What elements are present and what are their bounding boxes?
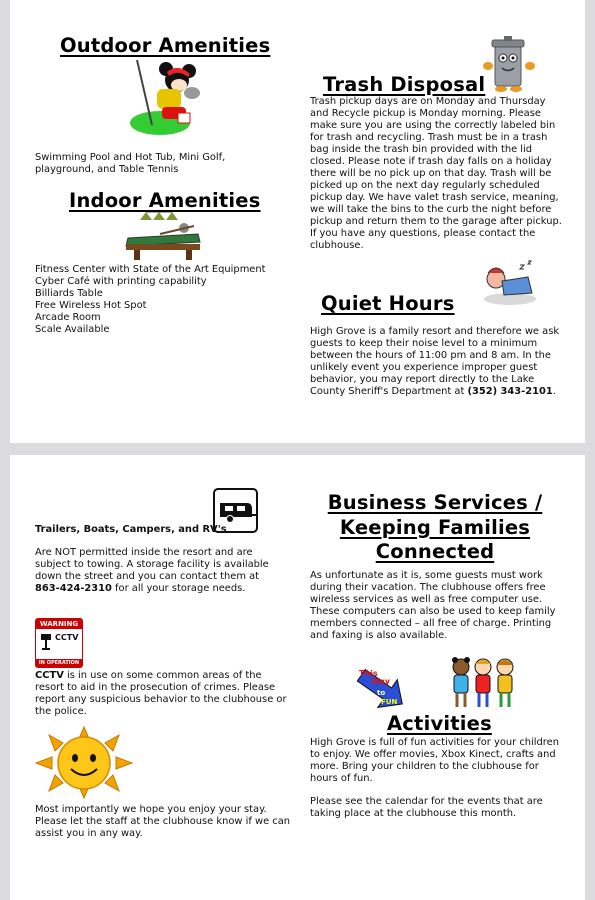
this-way-text-1: This [359,669,378,678]
calendar-line: taking place at the clubhouse this month. [310,808,517,819]
activities-line: hours of fun. [310,773,373,784]
children-group-icon [447,655,522,713]
trash-line: and Recycle pickup is Monday morning. Please [310,108,541,119]
this-way-text-2: Way [371,677,390,686]
trash-line: Trash pickup days are on Monday and Thursday [310,96,546,107]
sheriff-phone-number: (352) 343-2101 [467,386,553,397]
trailers-text [35,547,269,595]
business-line: As unfortunate as it is, some guests must work [310,570,543,581]
cctv-line: the police. [35,706,87,717]
trailers-line: subject to towing. A storage facility is available [35,559,269,570]
indoor-amenity-item: Fitness Center with State of the Art Equipment [35,264,266,275]
indoor-amenity-item: Billiards Table [35,288,103,299]
quiet-line: behavior, you may report directly to the Lake [310,374,535,385]
business-line: wireless services as well as free computer use. [310,594,543,605]
closing-line: Most importantly we hope you enjoy your stay. [35,804,267,815]
trailers-line-last [35,583,269,595]
business-line: during their vacation. The clubhouse offers free [310,582,546,593]
trailers-heading: Trailers, Boats, Campers, and RV's [35,524,227,535]
business-line: These computers can also be used to keep family [310,606,556,617]
cctv-sign-label: CCTV [55,633,79,642]
business-services-title [310,491,560,565]
business-services-text [310,570,555,642]
cctv-sign-warning: WARNING [36,619,82,629]
trash-line: make sure you are using the correctly labeled bin [310,120,556,131]
business-title-line: Connected [375,540,495,563]
business-line: members connected – all free of charge. Printing [310,618,552,629]
trailers-line: down the street and you can contact them at [35,571,260,582]
smiling-sun-icon [34,725,134,800]
outdoor-line: Swimming Pool and Hot Tub, Mini Golf, [35,152,226,163]
trash-line: pickup and return them to the garage after pickup. [310,216,562,227]
cctv-text [35,670,287,718]
golfer-clipart-icon [122,55,202,140]
cctv-camera-icon [40,632,54,656]
this-way-arrow-icon [353,662,409,716]
trailers-line: Are NOT permitted inside the resort and are [35,547,253,558]
activities-calendar-text [310,796,543,820]
trash-line: bag inside the trash bin provided with the lid [310,144,533,155]
trash-line: there will be no pick up on that day. Trash will be [310,168,552,179]
indoor-amenity-item: Free Wireless Hot Spot [35,300,147,311]
quiet-line: guests to keep their noise level to a minimum [310,338,538,349]
quiet-hours-text [310,326,559,398]
trash-line: pickup day. We have valet trash service, meaning, [310,192,559,203]
trash-line: we will take the bins to the curb the night before [310,204,552,215]
trash-line: for trash and recycling. Trash must be in a trash [310,132,548,143]
indoor-amenity-item: Scale Available [35,324,110,335]
business-title-line: Keeping Families [339,515,531,539]
brochure-page-top [10,0,585,443]
quiet-line: High Grove is a family resort and therefore we ask [310,326,560,337]
storage-phone-number: 863-424-2310 [35,583,112,594]
this-way-text-3: to [377,689,386,697]
trash-line: clubhouse. [310,240,364,251]
quiet-line-last [310,386,559,398]
outdoor-amenities-text [35,152,225,176]
business-line: and faxing is also available. [310,630,448,641]
closing-line: Please let the staff at the clubhouse know if we can [35,816,291,827]
quiet-line-suffix: . [552,386,556,397]
sleeping-man-icon [480,259,540,307]
quiet-line: unlikely event you experience improper guest [310,362,538,373]
indoor-amenity-item: Cyber Café with printing capability [35,276,207,287]
closing-line: assist you in any way. [35,828,143,839]
activities-text [310,737,559,785]
activities-title: Activities [387,712,492,735]
cctv-lead: CCTV [35,670,64,681]
indoor-amenities-title: Indoor Amenities [69,189,261,212]
trash-line: closed. Please note if trash day falls on a holiday [310,156,552,167]
trash-can-mascot-icon [483,34,535,92]
cctv-sign-status: IN OPERATION [36,659,82,667]
quiet-hours-title: Quiet Hours [321,292,455,315]
cctv-line: report any suspicious behavior to the clubhouse or [35,694,287,705]
outdoor-amenities-title: Outdoor Amenities [60,34,271,57]
closing-text [35,804,290,840]
indoor-amenity-item: Arcade Room [35,312,101,323]
quiet-line: between the hours of 11:00 pm and 8 am. In the [310,350,551,361]
trash-disposal-text [310,96,562,252]
outdoor-line: playground, and Table Tennis [35,164,179,175]
trash-disposal-title: Trash Disposal [323,73,486,96]
business-title-line: Business Services / [327,491,543,514]
indoor-amenities-list [35,264,266,336]
cctv-first-line-rest: is in use on some common areas of the [63,670,262,681]
brochure-page-bottom [10,455,585,900]
trash-line: If you have any questions, please contact the [310,228,536,239]
activities-line: more. Bring your children to the clubhouse for [310,761,539,772]
cctv-line: resort to aid in the prosecution of crimes. Please [35,682,276,693]
trash-line: picked up on the next day regularly scheduled [310,180,540,191]
cctv-line-first [35,670,287,682]
trailers-phone-suffix: for all your storage needs. [111,583,246,594]
calendar-line: Please see the calendar for the events that are [310,796,543,807]
cctv-warning-sign [35,618,83,668]
billiards-table-icon [120,212,206,260]
quiet-line-prefix: County Sheriff's Department at [310,386,468,397]
activities-line: High Grove is full of fun activities for your children [310,737,559,748]
activities-line: to enjoy. We offer movies, Xbox Kinect, crafts and [310,749,556,760]
this-way-text-4: FUN [381,698,398,706]
